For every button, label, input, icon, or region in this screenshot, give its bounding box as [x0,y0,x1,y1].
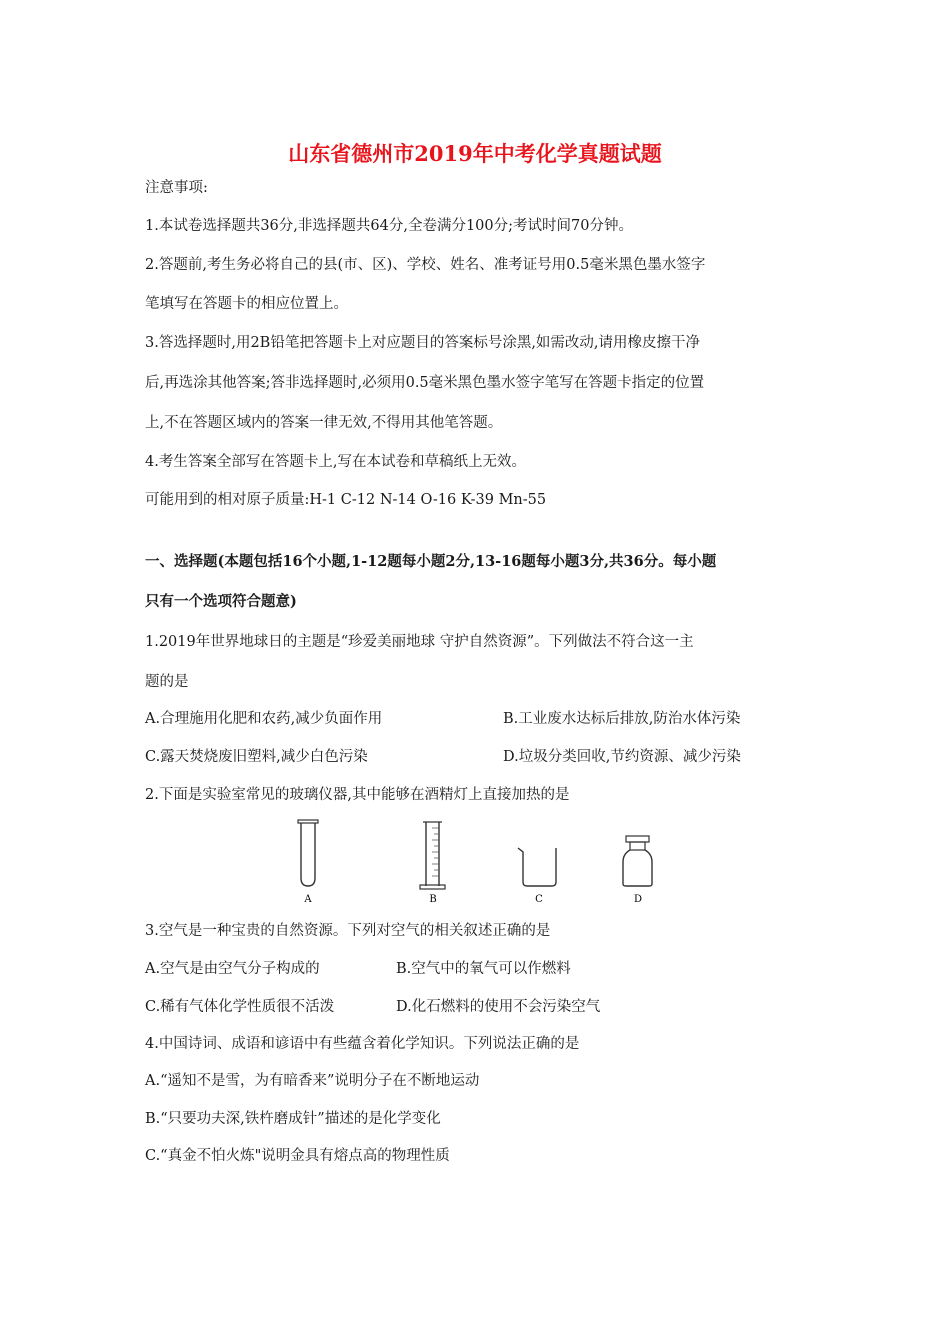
q4-option-a: A.“遥知不是雪，为有暗香来”说明分子在不断地运动 [145,1073,480,1089]
label-c: C [535,894,543,905]
notice-item-3: 3.答选择题时,用2B铅笔把答题卡上对应题目的答案标号涂黑,如需改动,请用橡皮擦干净 [145,335,701,351]
label-b: B [429,894,437,905]
notice-heading: 注意事项: [145,180,208,196]
q4-stem: 4.中国诗词、成语和谚语中有些蕴含着化学知识。下列说法正确的是 [145,1036,580,1052]
notice-item-2-cont: 笔填写在答题卡的相应位置上。 [145,296,348,312]
page-title: 山东省德州市2019年中考化学真题试题 [288,141,662,166]
notice-item-1: 1.本试卷选择题共36分,非选择题共64分,全卷满分100分;考试时间70分钟。 [145,218,633,234]
q3-option-d: D.化石燃料的使用不会污染空气 [396,999,601,1015]
q3-option-c: C.稀有气体化学性质很不活泼 [145,999,335,1015]
section1-heading-cont: 只有一个选项符合题意) [145,593,297,610]
notice-item-2: 2.答题前,考生务必将自己的县(市、区)、学校、姓名、准考证号用0.5毫米黑色墨水签字 [145,257,706,273]
q1-stem: 1.2019年世界地球日的主题是“珍爱美丽地球 守护自然资源”。下列做法不符合这一主 [145,634,694,650]
atomic-masses: 可能用到的相对原子质量:H-1 C-12 N-14 O-16 K-39 Mn-55 [145,492,547,508]
q4-option-c: C.“真金不怕火炼"说明金具有熔点高的物理性质 [145,1148,450,1164]
q3-option-a: A.空气是由空气分子构成的 [145,961,320,977]
q2-stem: 2.下面是实验室常见的玻璃仪器,其中能够在酒精灯上直接加热的是 [145,787,570,803]
q1-option-b: B.工业废水达标后排放,防治水体污染 [503,711,741,727]
graduated-cylinder-icon [420,822,445,889]
label-d: D [633,894,643,905]
beaker-icon [518,848,556,886]
glassware-figure [290,818,670,908]
section1-heading: 一、选择题(本题包括16个小题,1-12题每小题2分,13-16题每小题3分,共36分。每小题 [145,553,717,570]
notice-item-3-cont2: 上,不在答题区域内的答案一律无效,不得用其他笔答题。 [145,415,503,431]
q1-option-c: C.露天焚烧废旧塑料,减少白色污染 [145,749,368,765]
q1-option-d: D.垃圾分类回收,节约资源、减少污染 [503,749,741,765]
q3-option-b: B.空气中的氧气可以作燃料 [396,961,571,977]
reagent-bottle-icon [623,836,652,886]
q4-option-b: B.“只要功夫深,铁杵磨成针”描述的是化学变化 [145,1111,441,1127]
notice-item-4: 4.考生答案全部写在答题卡上,写在本试卷和草稿纸上无效。 [145,454,526,470]
label-a: A [304,894,312,905]
q1-stem-cont: 题的是 [145,674,189,690]
test-tube-icon [298,820,318,886]
notice-item-3-cont1: 后,再选涂其他答案;答非选择题时,必须用0.5毫米黑色墨水签字笔写在答题卡指定的位置 [145,375,705,391]
q3-stem: 3.空气是一种宝贵的自然资源。下列对空气的相关叙述正确的是 [145,923,551,939]
q1-option-a: A.合理施用化肥和农药,减少负面作用 [145,711,383,727]
